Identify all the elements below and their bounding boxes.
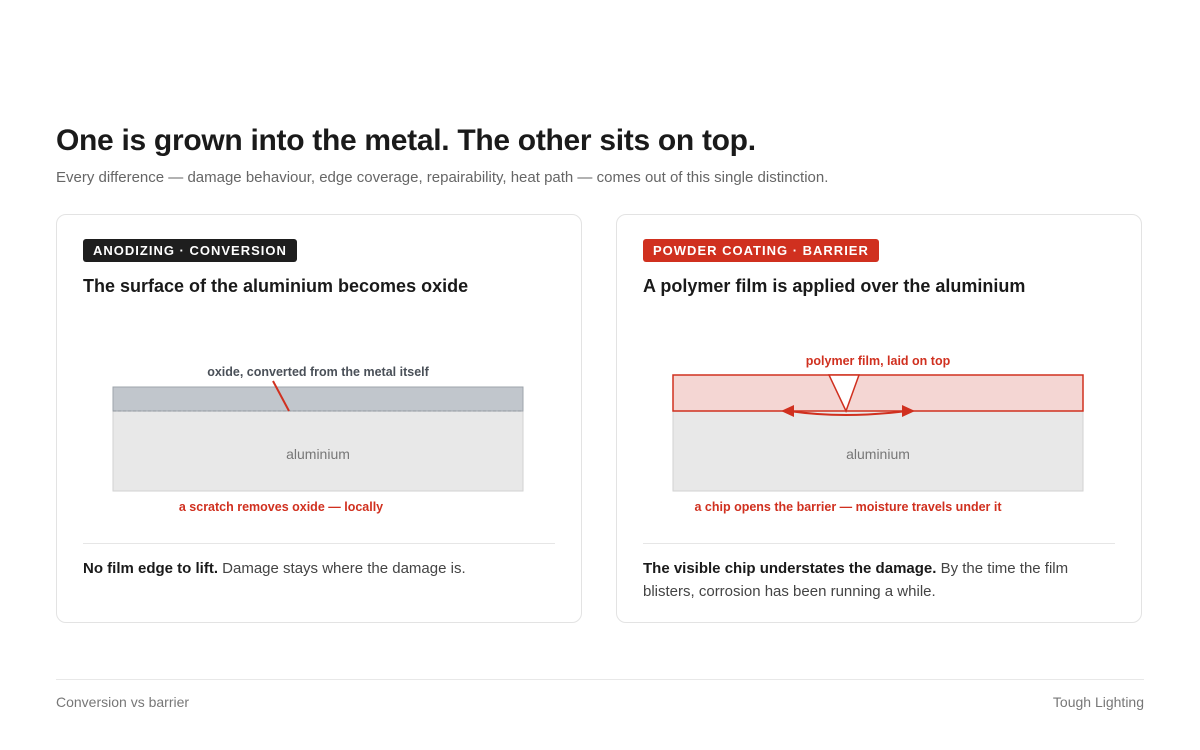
powder-coating-note-text: By the time the film blisters, corrosion has been running a while. [643, 560, 1069, 600]
powder-coating-heading: A polymer film is applied over the aluminium [643, 276, 1026, 296]
aluminium-label: aluminium [286, 446, 350, 462]
anodizing-card [56, 214, 582, 623]
page-subtitle: Every difference — damage behaviour, edge coverage, repairability, heat path — comes out of this single distinction. [56, 169, 829, 186]
anodizing-heading: The surface of the aluminium becomes oxide [83, 276, 469, 296]
anodizing-note-text: Damage stays where the damage is. [218, 560, 466, 577]
scratch-label: a scratch removes oxide — locally [178, 500, 384, 514]
polymer-film [673, 375, 1083, 411]
card-divider [83, 543, 555, 544]
oxide-layer [113, 387, 523, 411]
powder-coating-tag: POWDER COATING · BARRIER [643, 239, 879, 262]
footer-brand: Tough Lighting [1052, 694, 1144, 710]
card-divider [643, 543, 1115, 544]
footer-divider [56, 679, 1144, 680]
oxide-label: oxide, converted from the metal itself [207, 365, 429, 379]
powder-coating-card [616, 214, 1142, 623]
anodizing-note-strong: No film edge to lift. [83, 560, 218, 577]
powder-coating-diagram [617, 345, 1143, 525]
footer-caption: Conversion vs barrier [56, 694, 190, 710]
film-label: polymer film, laid on top [805, 354, 951, 368]
chip-label: a chip opens the barrier — moisture travels under it [694, 500, 1002, 514]
anodizing-diagram [57, 345, 583, 525]
page-title: One is grown into the metal. The other sits on top. [56, 124, 756, 157]
powder-coating-note-strong: The visible chip understates the damage. [643, 560, 937, 577]
anodizing-tag: ANODIZING · CONVERSION [83, 239, 297, 262]
aluminium-label: aluminium [846, 446, 910, 462]
anodizing-note [83, 557, 557, 580]
powder-coating-note [643, 557, 1117, 603]
